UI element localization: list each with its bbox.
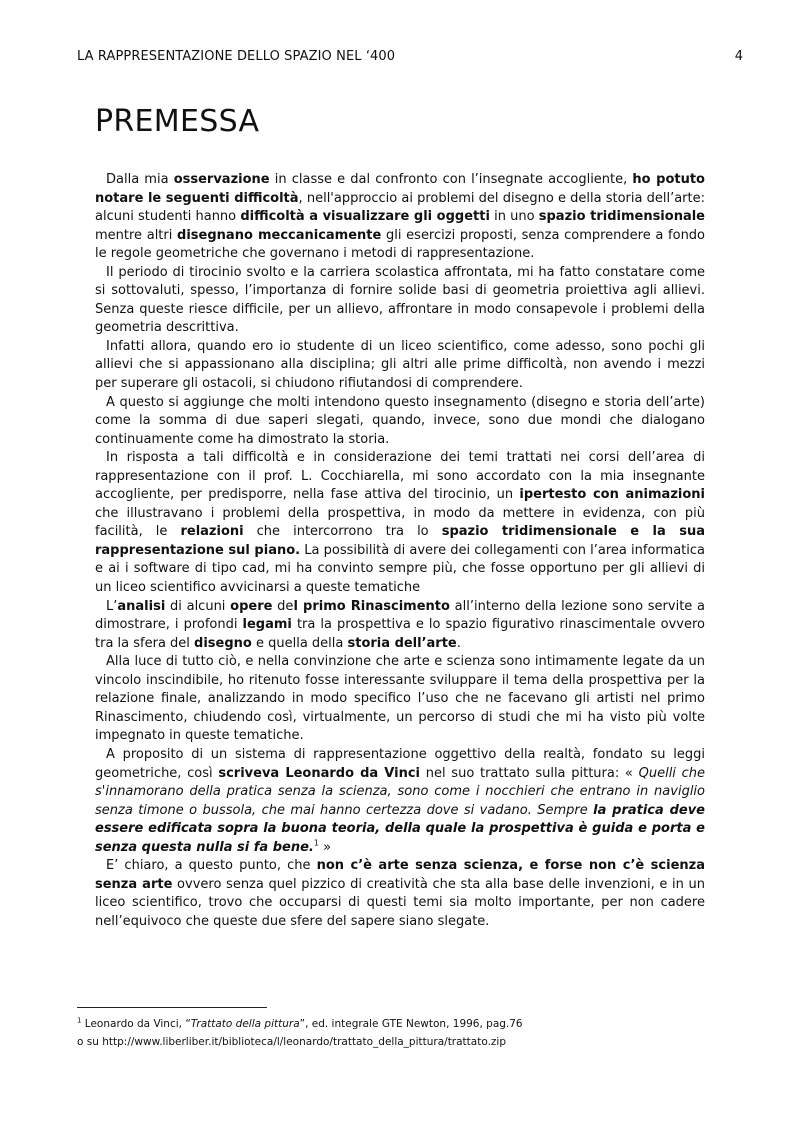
paragraph: A proposito di un sistema di rappresentazione oggettivo della realtà, fondato su leggi geometriche, così scriveva Leonardo da Vinci nel suo trattato sulla pittura: « Quelli che s'innamorano della pratica senza la scienza, sono come i nocchieri che entrano in naviglio senza timone o bussola, che mai hanno certezza dove si vadano. Sempre la pratica deve essere edificata sopra la buona teoria, della quale la prospettiva è guida e porta e senza questa nulla si fa bene.$^1$ » [95,746,706,855]
paragraph: E’ chiaro, a questo punto, che non c’è arte senza scienza, e forse non c’è scienza senza arte ovvero senza quel pizzico di creatività che sta alla base delle invenzioni, e in un liceo scientifico, trovo che occuparsi di questi temi sia molto importante, per non cadere nell’equivoco che queste due sfere del sapere siano slegate. [95,858,705,929]
paragraph: Il periodo di tirocinio svolto e la carriera scolastica affrontata, mi ha fatto constatare come si sottovaluti, spesso, l’importanza di fornire solide basi di geometria proiettiva agli allievi. Senza queste riesce difficile, per un allievo, affrontare in modo consapevole i problemi della geometria descrittiva. [95,264,705,336]
footnote [77,1015,717,1051]
running-head: LA RAPPRESENTAZIONE DELLO SPAZIO NEL ‘400 [77,49,396,64]
paragraph: L’analisi di alcuni opere del primo Rinascimento all’interno della lezione sono servite a dimostrare, i profondi legami tra la prospettiva e lo spazio figurativo rinascimentale ovvero tra la sfera del disegno e quella della storia dell’arte. [95,598,706,651]
paragraph: Infatti allora, quando ero io studente di un liceo scientifico, come adesso, sono pochi gli allievi che si appassionano alla disciplina; gli altri alle prime difficoltà, non avendo i mezzi per superare gli ostacoli, si chiudono rifiutandosi di comprendere. [95,338,705,392]
body-text [95,171,705,931]
paragraph: Dalla mia osservazione in classe e dal confronto con l’insegnate accogliente, ho potuto notare le seguenti difficoltà, nell'approccio ai problemi del disegno e della storia dell’arte: alcuni studenti hanno difficoltà a visualizzare gli oggetti in uno spazio tridimensionale mentre altri disegnano meccanicamente gli esercizi proposti, senza comprendere a fondo le regole geometriche che governano i metodi di rappresentazione. [95,172,706,262]
footnote-divider [77,1007,267,1008]
paragraph: A questo si aggiunge che molti intendono questo insegnamento (disegno e storia dell’arte) come la somma di due saperi slegati, quando, invece, sono due mondi che dialogano continuamente come ha dimostrato la storia. [95,394,705,447]
footnote-ref[interactable]: 1 [313,838,319,848]
section-title: PREMESSA [95,104,260,139]
paragraph: Alla luce di tutto ciò, e nella convinzione che arte e scienza sono intimamente legate da un vincolo inscindibile, ho ritenuto fosse interessante sviluppare il tema della prospettiva per la relazione finale, analizzando in modo specifico l’uso che ne facevano gli artisti nel primo Rinascimento, chiudendo così, virtualmente, un percorso di studi che mi ha visto più volte impegnato in queste tematiche. [95,654,705,744]
footnote-line: $^1$ Leonardo da Vinci, “Trattato della pittura”, ed. integrale GTE Newton, 1996, pag.76 [77,1016,523,1030]
page-number: 4 [734,49,743,64]
footnote-link[interactable]: o su http://www.liberliber.it/biblioteca/l/leonardo/trattato_della_pittura/trattato.zip [77,1036,507,1048]
paragraph: In risposta a tali difficoltà e in considerazione dei temi trattati nei corsi dell’area di rappresentazione con il prof. L. Cocchiarella, mi sono accordato con la mia insegnante accogliente, per predisporre, nella fase attiva del tirocinio, un ipertesto con animazioni che illustravano i problemi della prospettiva, in modo da mettere in evidenza, con più facilità, le relazioni che intercorrono tra lo spazio tridimensionale e la sua rappresentazione sul piano. La possibilità di avere dei collegamenti con l’area informatica e ai i software di tipo cad, mi ha convinto sempre più, che fosse opportuno per gli allievi di un liceo scientifico avvicinarsi a queste tematiche [95,450,705,596]
leonardo-quote: Quelli che s'innamorano della pratica senza la scienza, sono come i nocchieri che entrano in naviglio senza timone o bussola, che mai hanno certezza dove si vadano. Sempre [95,765,706,818]
